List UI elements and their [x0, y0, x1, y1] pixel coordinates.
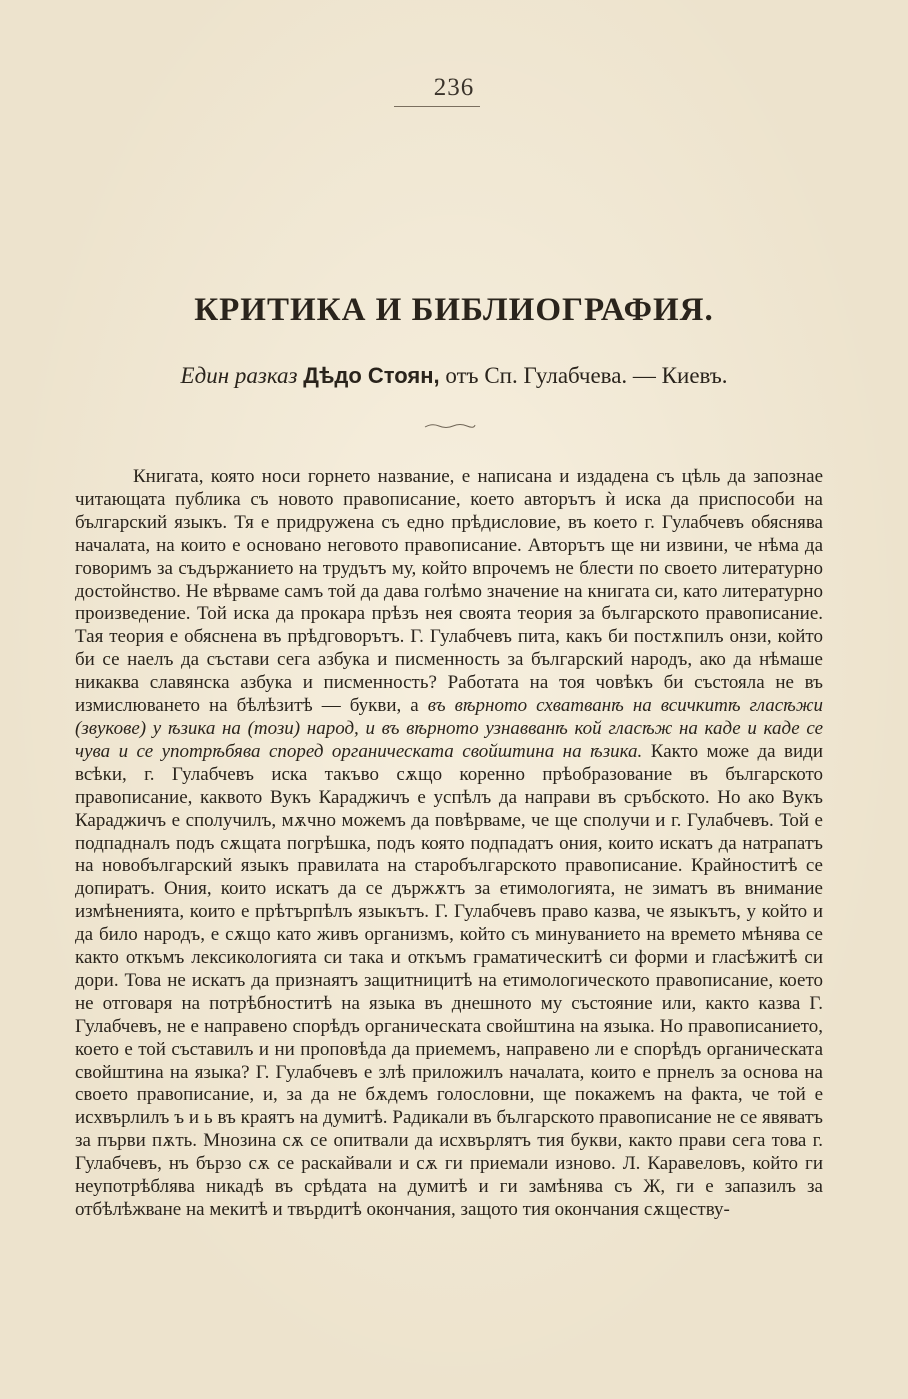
- page-number: 236: [433, 74, 475, 101]
- page-number-rule: [394, 106, 480, 107]
- review-body: [75, 466, 823, 1222]
- subtitle-book-title: Дѣдо Стоян,: [303, 363, 440, 388]
- subtitle-genre: Един разказ: [180, 363, 298, 388]
- section-title: КРИТИКА И БИБЛИОГРАФИЯ.: [194, 292, 714, 328]
- decorative-tilde-ornament: [424, 423, 476, 429]
- body-text-part-3: Както може да види всѣки, г. Гулабчевъ иска такъво сѫщо коренно прѣобразование въ българското правописание, каквото Вукъ Караджичъ е успѣлъ да направи въ сръбското. Но ако Вукъ Караджичъ е сполучилъ, мѫчно можемъ да повѣрваме, че ще сполучи и г. Гулабчевъ. Той е подпадналъ подъ сѫщата погрѣшка, подъ която подпадатъ ония, които искатъ да натрапатъ на новобългарский языкъ правилата на старобългарското правописание. Крайноститѣ се допиратъ. Ония, които искатъ да се държѫтъ за етимологията, не зиматъ въ внимание измѣненията, които е прѣтърпѣлъ языкътъ. Г. Гулабчевъ право казва, че языкътъ, у който и да било народъ, е сѫщо като живъ организмъ, който съ минуванието на времето мѣнява се както откъмъ лексикологията си така и откъмъ граматическитѣ си форми и гласѣжитѣ си дори. Това не искатъ да признаятъ защитницитѣ на етимологическото правописание, което не отговаря на потрѣбноститѣ на языка въ днешното му състояние или, както казва Г. Гулабчевъ, не е направено спорѣдъ органическата свойштина на языка. Но правописанието, което е той съставилъ и ни проповѣда да приемемъ, направено ли е спорѣдъ органическата свойштина на языка? Г. Гулабчевъ е злѣ приложилъ началата, които е прнелъ за основа на своето правописание, и, за да не бѫдемъ голословни, ще покажемъ на факта, че той е исхвърлилъ ъ и ь въ краятъ на думитѣ. Радикали въ българското правописание не се явяватъ за първи пѫть. Мнозина сѫ се опитвали да исхвърлятъ тия букви, както прави сега това г. Гулабчевъ, нъ бързо сѫ се раскайвали и сѫ ги приемали изново. Л. Каравеловъ, който ги неупотрѣблява никадѣ въ срѣдата на думитѣ и ги замѣнява съ Ж, ги е запазилъ за отбѣлѣжване на мекитѣ и твърдитѣ окончания, защото тия окончания сѫществу-: [75, 740, 824, 1220]
- body-text-italic-quote: въ вѣрното схватванѣ на всичкитѣ гласѣжи (звукове) у ѣзика на (този) народ, и въ вѣрното узнавванѣ кой гласѣж на каде и каде се чува и се употрѣбява според органическата свойштина на ѣзика.: [75, 695, 824, 762]
- body-text-part-1: Книгата, която носи горнето название, е написана и издадена съ цѣль да запознае читающата публика съ новото правописание, което авторътъ ѝ иска да приспособи на българский языкъ. Тя е придружена съ едно прѣдисловие, въ което г. Гулабчевъ обяснява началата, на които е основано неговото правописание. Авторътъ ще ни извини, че нѣма да говоримъ за съдържанието на трудътъ му, който впрочемъ не блести по своето литературно достойнство. Не вѣрваме самъ той да дава голѣмо значение на книгата си, като литературно произведение. Той иска да прокара прѣзъ нея своята теория за българското правописание. Тая теория е обяснена въ прѣдговорътъ. Г. Гулабчевъ пита, какъ би постѫпилъ онзи, който би се наелъ да състави сега азбука и писменность за българский народъ, ако да нѣмаше никаква славянска азбука и писменность? Работата на тоя човѣкъ би състояла не въ измислюването на бѣлѣзитѣ — букви, а: [75, 466, 823, 717]
- review-subtitle: [0, 363, 908, 389]
- subtitle-author-place: отъ Сп. Гулабчева. — Киевъ.: [445, 363, 728, 388]
